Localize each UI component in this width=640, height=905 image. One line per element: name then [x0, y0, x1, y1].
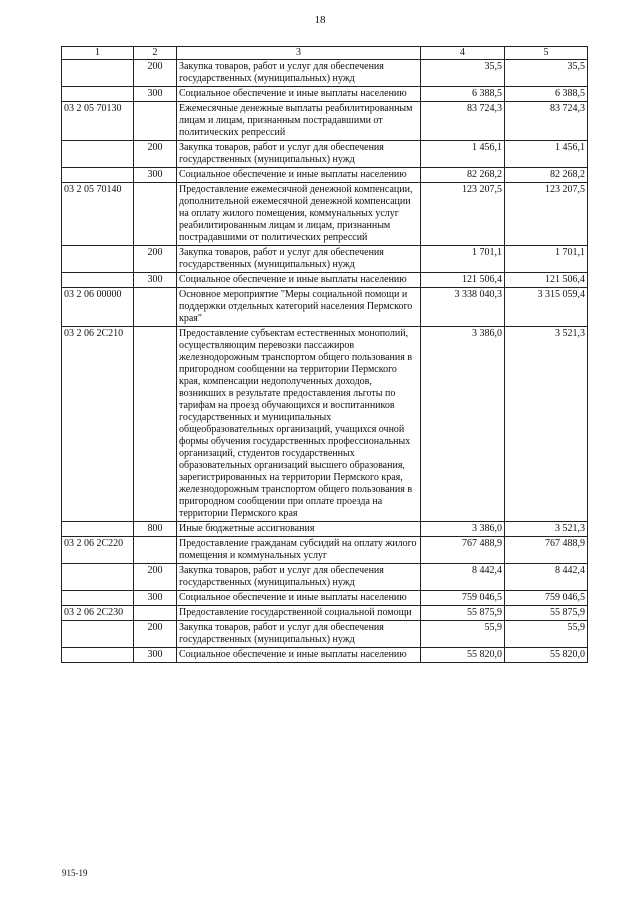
item-name: Предоставление ежемесячной денежной компенсации, дополнительной ежемесячной денежной компенсации на оплату жилого помещения, коммунальных услуг реабилитированным лицам и лицам, признанным пострадавшими от политических репрессий [177, 183, 421, 246]
amount-year-1: 121 506,4 [421, 273, 505, 288]
document-code: 915-19 [62, 868, 88, 878]
item-name: Закупка товаров, работ и услуг для обеспечения государственных (муниципальных) нужд [177, 60, 421, 87]
target-article-code [62, 246, 134, 273]
amount-year-1: 123 207,5 [421, 183, 505, 246]
expense-type-code: 300 [134, 87, 177, 102]
amount-year-1: 6 388,5 [421, 87, 505, 102]
header-cell: 4 [421, 47, 505, 60]
target-article-code: 03 2 06 2С210 [62, 327, 134, 522]
amount-year-2: 1 701,1 [505, 246, 588, 273]
expense-type-code: 800 [134, 522, 177, 537]
item-name: Предоставление гражданам субсидий на оплату жилого помещения и коммунальных услуг [177, 537, 421, 564]
amount-year-1: 3 386,0 [421, 522, 505, 537]
item-name: Основное мероприятие "Меры социальной помощи и поддержки отдельных категорий населения Пермского края" [177, 288, 421, 327]
expense-type-code: 200 [134, 564, 177, 591]
expense-type-code: 300 [134, 591, 177, 606]
target-article-code: 03 2 06 2С220 [62, 537, 134, 564]
item-name: Социальное обеспечение и иные выплаты населению [177, 648, 421, 663]
item-name: Ежемесячные денежные выплаты реабилитированным лицам и лицам, признанным пострадавшими от политических репрессий [177, 102, 421, 141]
amount-year-2: 3 315 059,4 [505, 288, 588, 327]
expense-type-code [134, 288, 177, 327]
table-row [62, 537, 588, 564]
header-cell: 1 [62, 47, 134, 60]
amount-year-2: 759 046,5 [505, 591, 588, 606]
item-name: Социальное обеспечение и иные выплаты населению [177, 168, 421, 183]
amount-year-2: 123 207,5 [505, 183, 588, 246]
amount-year-2: 3 521,3 [505, 522, 588, 537]
table-row [62, 591, 588, 606]
expense-type-code [134, 102, 177, 141]
item-name: Закупка товаров, работ и услуг для обеспечения государственных (муниципальных) нужд [177, 141, 421, 168]
item-name: Закупка товаров, работ и услуг для обеспечения государственных (муниципальных) нужд [177, 246, 421, 273]
item-name: Закупка товаров, работ и услуг для обеспечения государственных (муниципальных) нужд [177, 564, 421, 591]
table-row [62, 246, 588, 273]
expense-type-code: 300 [134, 648, 177, 663]
header-cell: 3 [177, 47, 421, 60]
table-row [62, 621, 588, 648]
item-name: Социальное обеспечение и иные выплаты населению [177, 273, 421, 288]
item-name: Иные бюджетные ассигнования [177, 522, 421, 537]
table-row [62, 327, 588, 522]
expense-type-code: 200 [134, 246, 177, 273]
target-article-code [62, 648, 134, 663]
table-row [62, 522, 588, 537]
header-cell: 2 [134, 47, 177, 60]
target-article-code: 03 2 05 70140 [62, 183, 134, 246]
target-article-code [62, 273, 134, 288]
budget-table [61, 46, 588, 663]
amount-year-1: 35,5 [421, 60, 505, 87]
target-article-code: 03 2 06 00000 [62, 288, 134, 327]
target-article-code [62, 60, 134, 87]
expense-type-code [134, 327, 177, 522]
amount-year-1: 82 268,2 [421, 168, 505, 183]
table-row [62, 648, 588, 663]
table-row [62, 168, 588, 183]
amount-year-1: 83 724,3 [421, 102, 505, 141]
item-name: Социальное обеспечение и иные выплаты населению [177, 87, 421, 102]
table-row [62, 606, 588, 621]
target-article-code: 03 2 06 2С230 [62, 606, 134, 621]
target-article-code [62, 564, 134, 591]
amount-year-1: 3 338 040,3 [421, 288, 505, 327]
amount-year-2: 82 268,2 [505, 168, 588, 183]
amount-year-2: 6 388,5 [505, 87, 588, 102]
expense-type-code [134, 183, 177, 246]
item-name: Закупка товаров, работ и услуг для обеспечения государственных (муниципальных) нужд [177, 621, 421, 648]
table-row [62, 183, 588, 246]
amount-year-1: 1 456,1 [421, 141, 505, 168]
target-article-code [62, 621, 134, 648]
amount-year-2: 767 488,9 [505, 537, 588, 564]
header-cell: 5 [505, 47, 588, 60]
amount-year-2: 3 521,3 [505, 327, 588, 522]
target-article-code [62, 591, 134, 606]
expense-type-code: 200 [134, 141, 177, 168]
table-row [62, 87, 588, 102]
target-article-code [62, 522, 134, 537]
amount-year-2: 35,5 [505, 60, 588, 87]
expense-type-code: 300 [134, 273, 177, 288]
expense-type-code [134, 537, 177, 564]
table-row [62, 141, 588, 168]
item-name: Предоставление субъектам естественных монополий, осуществляющим перевозки пассажиров железнодорожным транспортом общего пользования в пригородном сообщении на территории Пермского края, компенсации недополученных доходов, возникших в результате предоставления льготы по тарифам на проезд обучающихся и воспитанников государственных и муниципальных общеобразовательных организаций, учащихся очной формы обучения государственных профессиональных организаций, студентов государственных образовательных организаций высшего образования, зарегистрированных на территории Пермского края, железнодорожным транспортом общего пользования в пригородном сообщении при оплате проезда на территории Пермского края [177, 327, 421, 522]
amount-year-1: 759 046,5 [421, 591, 505, 606]
expense-type-code: 300 [134, 168, 177, 183]
amount-year-1: 767 488,9 [421, 537, 505, 564]
amount-year-1: 55 875,9 [421, 606, 505, 621]
amount-year-1: 8 442,4 [421, 564, 505, 591]
expense-type-code [134, 606, 177, 621]
amount-year-2: 55,9 [505, 621, 588, 648]
amount-year-2: 1 456,1 [505, 141, 588, 168]
header-row [62, 47, 588, 60]
amount-year-1: 55 820,0 [421, 648, 505, 663]
table-row [62, 564, 588, 591]
item-name: Предоставление государственной социальной помощи [177, 606, 421, 621]
table-row [62, 60, 588, 87]
item-name: Социальное обеспечение и иные выплаты населению [177, 591, 421, 606]
amount-year-2: 55 820,0 [505, 648, 588, 663]
amount-year-1: 3 386,0 [421, 327, 505, 522]
target-article-code [62, 141, 134, 168]
amount-year-2: 8 442,4 [505, 564, 588, 591]
target-article-code: 03 2 05 70130 [62, 102, 134, 141]
expense-type-code: 200 [134, 621, 177, 648]
table-row [62, 102, 588, 141]
table-row [62, 273, 588, 288]
amount-year-2: 55 875,9 [505, 606, 588, 621]
page-number: 18 [314, 14, 326, 26]
amount-year-2: 121 506,4 [505, 273, 588, 288]
target-article-code [62, 168, 134, 183]
amount-year-1: 55,9 [421, 621, 505, 648]
table-row [62, 288, 588, 327]
amount-year-2: 83 724,3 [505, 102, 588, 141]
amount-year-1: 1 701,1 [421, 246, 505, 273]
target-article-code [62, 87, 134, 102]
expense-type-code: 200 [134, 60, 177, 87]
table-body [62, 60, 588, 663]
